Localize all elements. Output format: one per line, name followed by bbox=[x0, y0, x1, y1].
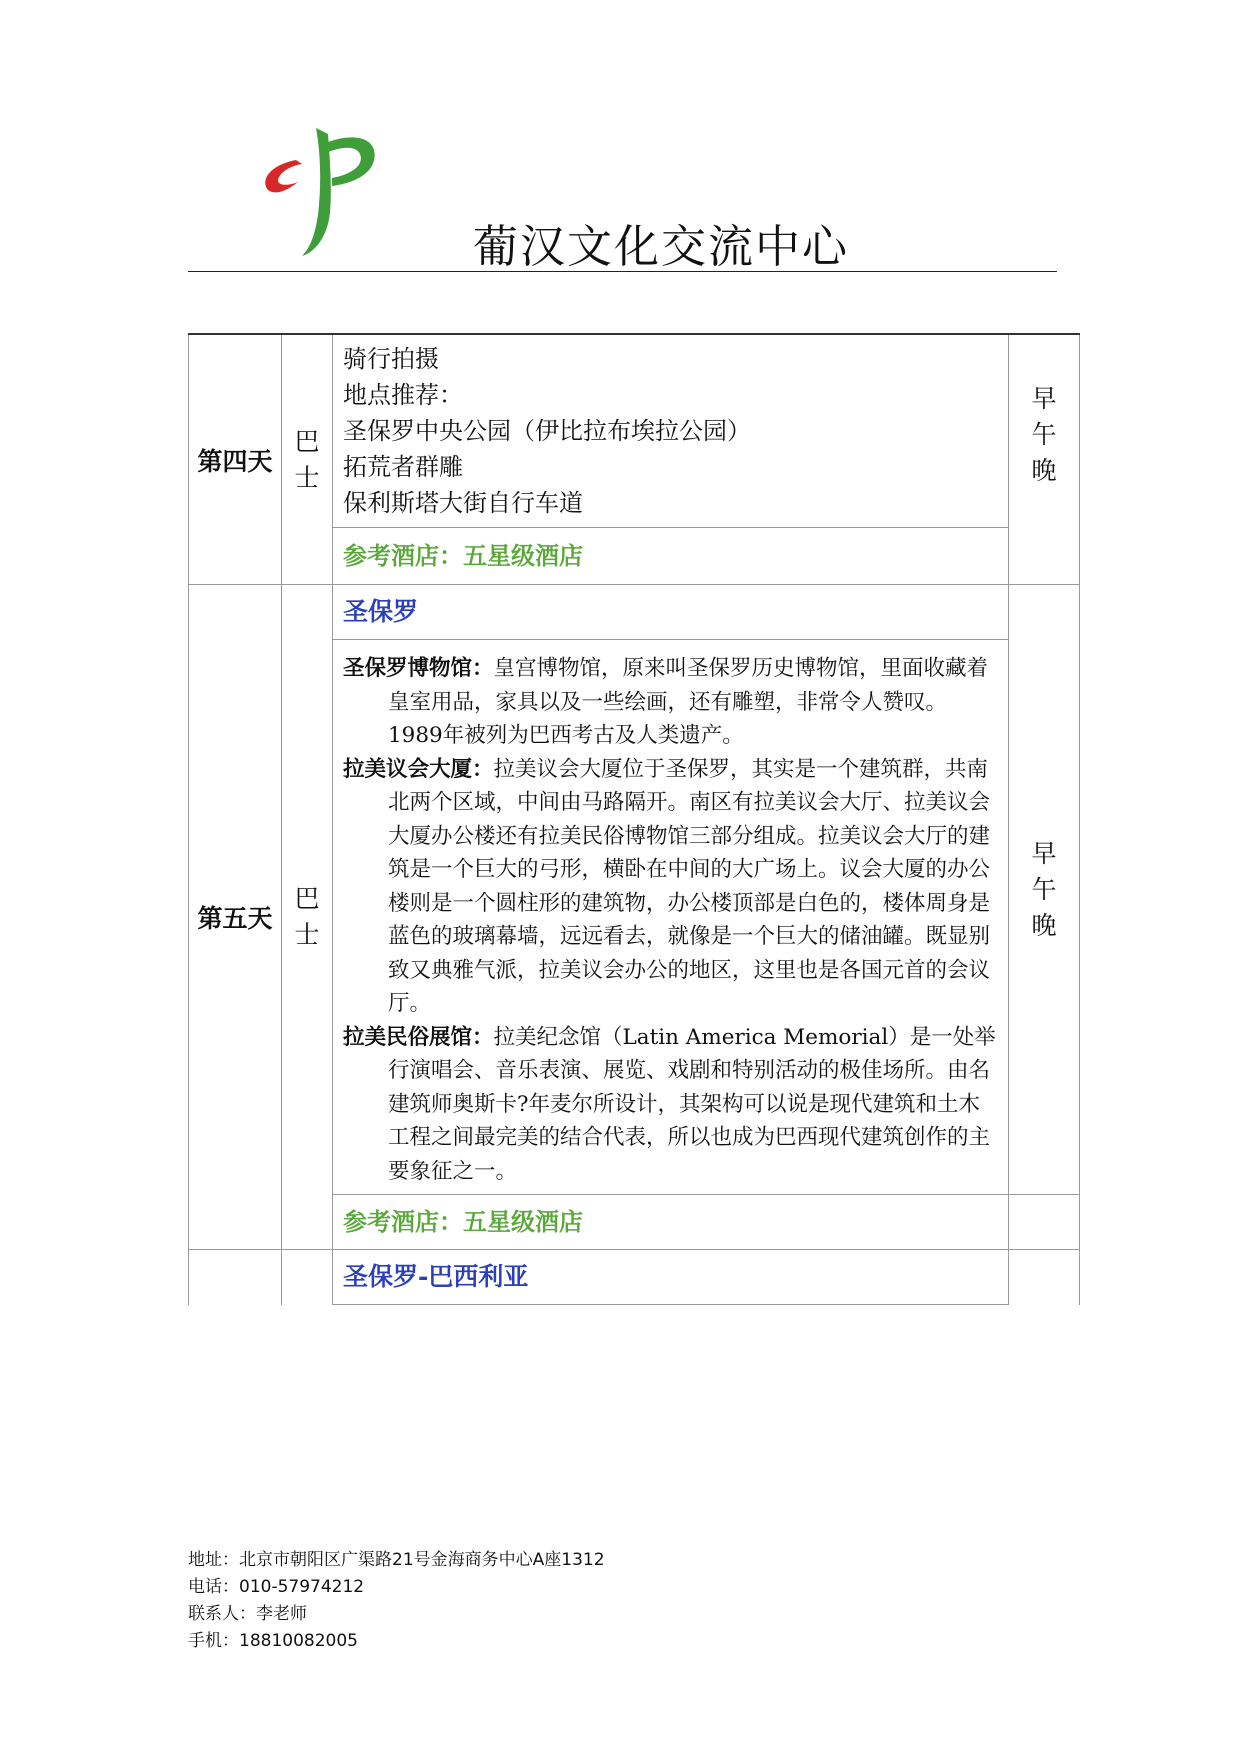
day5-city-row bbox=[189, 585, 1080, 640]
site-paragraph: 圣保罗博物馆：皇宫博物馆，原来叫圣保罗历史博物馆，里面收藏着皇室用品，家具以及一些绘画，还有雕塑，非常令人赞叹。1989年被列为巴西考古及人类遗产。 bbox=[343, 656, 989, 748]
activity-line: 保利斯塔大街自行车道 bbox=[343, 489, 583, 517]
footer-contact: 联系人：李老师 bbox=[188, 1604, 307, 1624]
day6-city: 圣保罗-巴西利亚 bbox=[333, 1250, 1009, 1305]
day5-meals: 早 午 晚 bbox=[1009, 585, 1080, 1195]
day4-label: 第四天 bbox=[189, 334, 282, 585]
activity-line: 拓荒者群雕 bbox=[343, 453, 463, 481]
day4-transport: 巴 士 bbox=[282, 334, 333, 585]
day5-label: 第五天 bbox=[189, 585, 282, 1250]
day6-transport-empty bbox=[282, 1250, 333, 1305]
footer-address: 地址：北京市朝阳区广渠路21号金海商务中心A座1312 bbox=[188, 1550, 605, 1570]
day6-label-empty bbox=[189, 1250, 282, 1305]
day5-hotel: 参考酒店：五星级酒店 bbox=[333, 1195, 1009, 1250]
day6-meals-empty bbox=[1009, 1250, 1080, 1305]
activity-line: 圣保罗中央公园（伊比拉布埃拉公园） bbox=[343, 417, 751, 445]
organization-name: 葡汉文化交流中心 bbox=[473, 220, 850, 273]
page-header bbox=[188, 110, 1057, 273]
logo-icon bbox=[258, 120, 388, 260]
site-paragraph: 拉美民俗展馆：拉美纪念馆（Latin America Memorial）是一处举行演唱会、音乐表演、展览、戏剧和特别活动的极佳场所。由名建筑师奥斯卡?年麦尔所设计，其架构可以说是现代建筑和土木工程之间最完美的结合代表，所以也成为巴西现代建筑创作的主要象征之一。 bbox=[343, 1024, 996, 1184]
day5-city: 圣保罗 bbox=[333, 585, 1009, 640]
day6-city-row bbox=[189, 1250, 1080, 1305]
day5-transport: 巴 士 bbox=[282, 585, 333, 1250]
day4-activity-row bbox=[189, 334, 1080, 528]
day4-meals: 早 午 晚 bbox=[1009, 334, 1080, 585]
page-footer bbox=[188, 1547, 605, 1655]
itinerary-table bbox=[188, 333, 1057, 1305]
footer-mobile: 手机：18810082005 bbox=[188, 1631, 358, 1651]
activity-line: 地点推荐： bbox=[343, 381, 463, 409]
site-paragraph: 拉美议会大厦：拉美议会大厦位于圣保罗，其实是一个建筑群，共南北两个区域，中间由马路隔开。南区有拉美议会大厅、拉美议会大厦办公楼还有拉美民俗博物馆三部分组成。拉美议会大厅的建筑是一个巨大的弓形，横卧在中间的大广场上。议会大厦的办公楼则是一个圆柱形的建筑物，办公楼顶部是白色的，楼体周身是蓝色的玻璃幕墙，远远看去，就像是一个巨大的储油罐。既显别致又典雅气派，拉美议会办公的地区，这里也是各国元首的会议厅。 bbox=[343, 756, 991, 1016]
footer-phone: 电话：010-57974212 bbox=[188, 1577, 365, 1597]
day5-sites bbox=[333, 640, 1009, 1195]
day4-activities bbox=[333, 334, 1009, 528]
header-divider bbox=[188, 271, 1057, 272]
day4-hotel: 参考酒店：五星级酒店 bbox=[333, 528, 1009, 585]
day5-hotel-meals-empty bbox=[1009, 1195, 1080, 1250]
activity-line: 骑行拍摄 bbox=[343, 345, 439, 373]
